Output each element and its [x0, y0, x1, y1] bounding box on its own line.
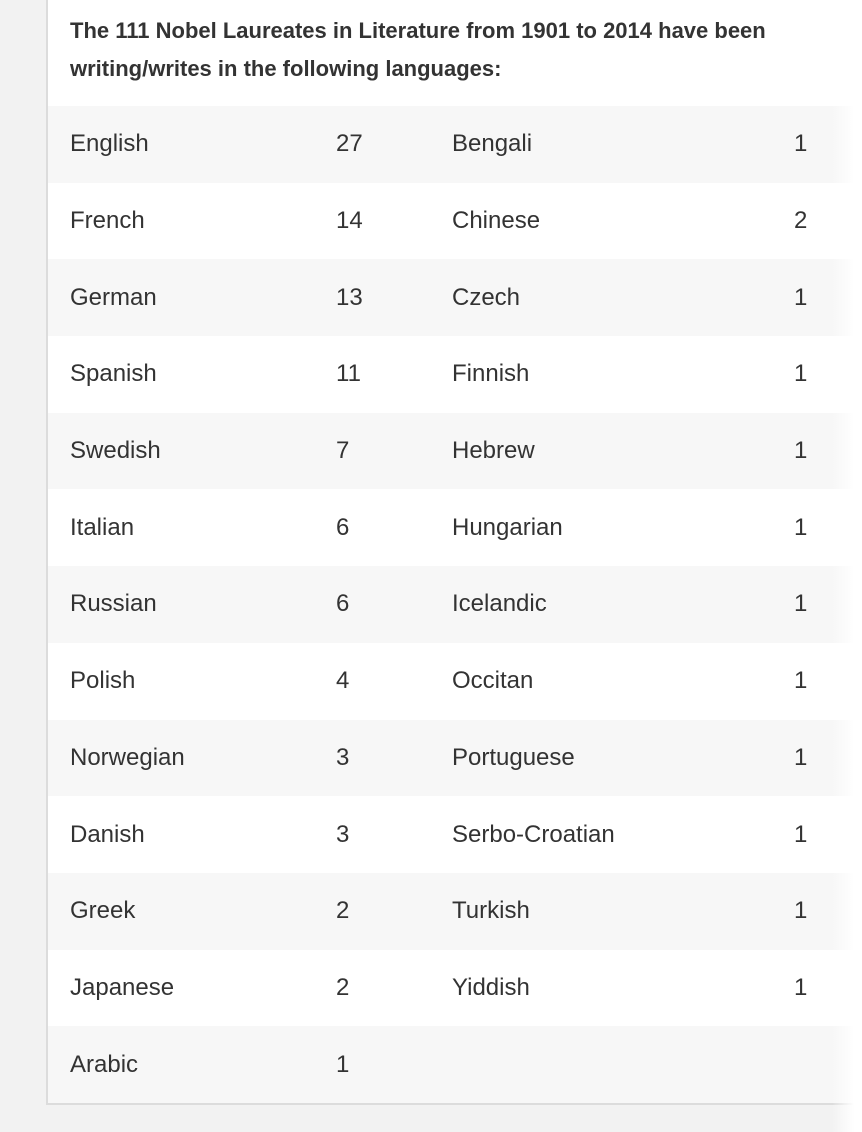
language-cell: Hebrew — [452, 437, 535, 465]
language-cell: Yiddish — [452, 973, 530, 1001]
count-cell: 1 — [794, 513, 808, 541]
table-row — [48, 873, 862, 950]
table-row — [48, 720, 862, 797]
language-cell: Hungarian — [452, 513, 563, 541]
language-cell: Finnish — [452, 360, 530, 388]
count-cell: 3 — [336, 820, 350, 848]
table-row — [48, 259, 862, 336]
language-cell: Bengali — [452, 130, 533, 158]
count-cell: 1 — [794, 897, 808, 925]
language-cell: Turkish — [452, 897, 530, 925]
language-cell: Greek — [70, 897, 136, 925]
language-cell: Chinese — [452, 207, 541, 235]
language-cell: Icelandic — [452, 590, 547, 618]
count-cell: 1 — [794, 743, 808, 771]
table-row — [48, 796, 862, 873]
count-cell: 1 — [794, 667, 808, 695]
intro-line-1: The 111 Nobel Laureates in Literature from 1901 to 2014 have been — [70, 18, 766, 43]
language-cell: Portuguese — [452, 743, 575, 771]
language-cell: Japanese — [70, 973, 175, 1001]
count-cell: 6 — [336, 590, 350, 618]
count-cell: 3 — [336, 743, 350, 771]
count-cell: 1 — [794, 130, 808, 158]
count-cell: 7 — [336, 437, 350, 465]
count-cell: 1 — [794, 437, 808, 465]
language-cell: Danish — [70, 820, 145, 848]
languages-table — [48, 106, 862, 1103]
language-cell: Serbo-Croatian — [452, 820, 615, 848]
table-row — [48, 183, 862, 260]
table-row — [48, 566, 862, 643]
language-cell: Swedish — [70, 437, 161, 465]
language-cell: Norwegian — [70, 743, 185, 771]
language-cell: English — [70, 130, 149, 158]
table-row — [48, 489, 862, 566]
count-cell: 1 — [794, 590, 808, 618]
count-cell: 1 — [794, 973, 808, 1001]
count-cell: 2 — [336, 973, 350, 1001]
intro-line-2: writing/writes in the following languages: — [70, 56, 502, 81]
table-row — [48, 950, 862, 1027]
language-cell: Occitan — [452, 667, 534, 695]
count-cell: 1 — [336, 1050, 350, 1078]
count-cell: 6 — [336, 513, 350, 541]
count-cell: 1 — [794, 283, 808, 311]
count-cell: 2 — [794, 207, 808, 235]
content-card — [46, 0, 862, 1105]
language-cell: Arabic — [70, 1050, 139, 1078]
count-cell: 2 — [336, 897, 350, 925]
table-row — [48, 413, 862, 490]
count-cell: 13 — [336, 283, 363, 311]
count-cell: 27 — [336, 130, 363, 158]
language-cell: French — [70, 207, 145, 235]
intro-text — [48, 0, 862, 106]
count-cell: 1 — [794, 820, 808, 848]
table-row — [48, 106, 862, 183]
language-cell: Russian — [70, 590, 157, 618]
table-row — [48, 643, 862, 720]
count-cell: 4 — [336, 667, 350, 695]
language-cell: Italian — [70, 513, 135, 541]
language-cell: Czech — [452, 283, 521, 311]
count-cell: 14 — [336, 207, 363, 235]
language-cell: Spanish — [70, 360, 157, 388]
count-cell: 1 — [794, 360, 808, 388]
table-row — [48, 336, 862, 413]
count-cell: 11 — [336, 360, 361, 388]
table-row — [48, 1026, 862, 1103]
language-cell: Polish — [70, 667, 136, 695]
language-cell: German — [70, 283, 157, 311]
